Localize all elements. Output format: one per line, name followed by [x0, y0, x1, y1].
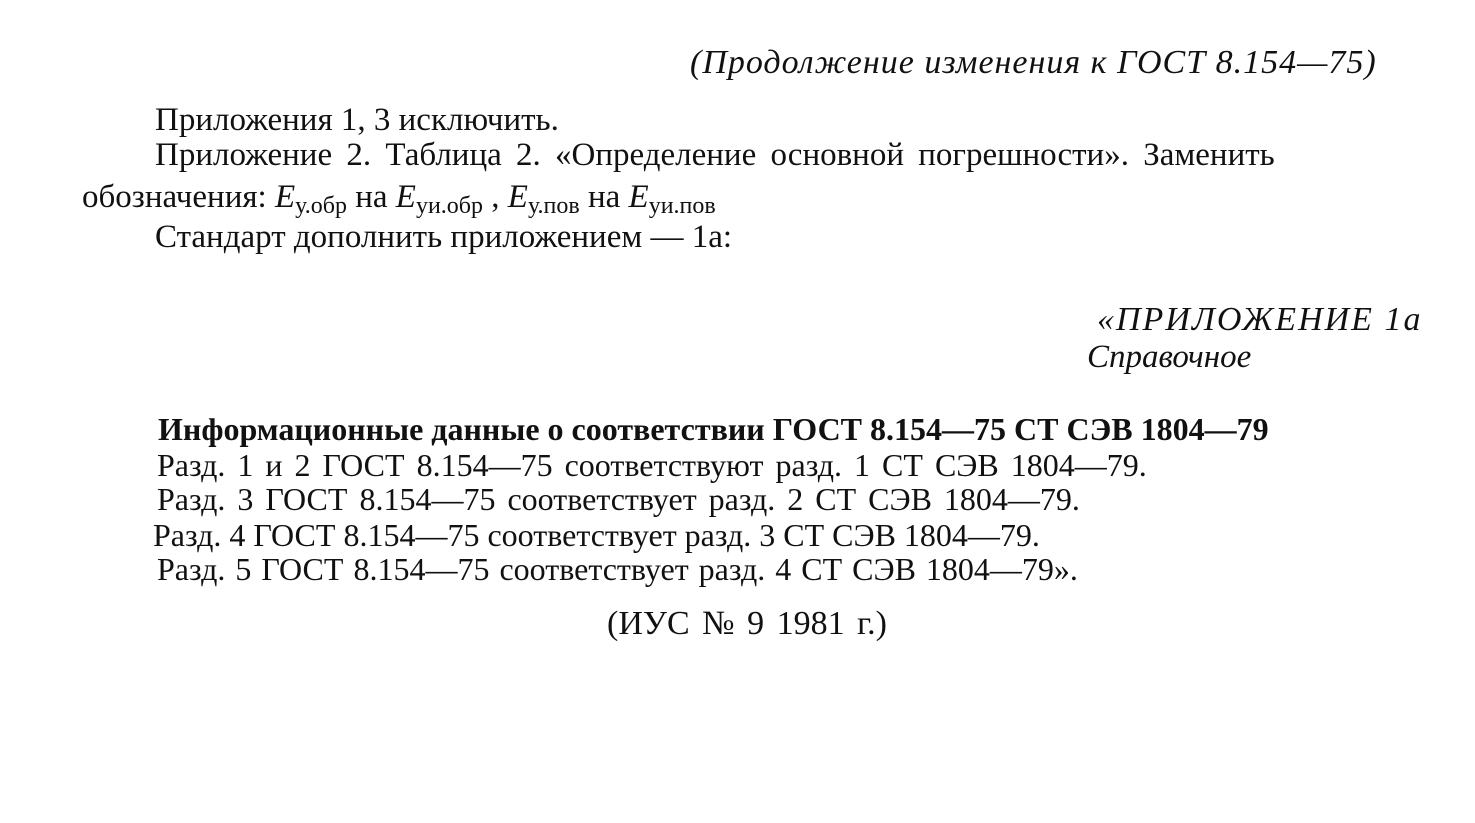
symbols-prefix: обозначения:: [82, 179, 267, 215]
continuation-header: (Продолжение изменения к ГОСТ 8.154—75): [690, 44, 1377, 81]
info-row-3: Разд. 4 ГОСТ 8.154—75 соответствует разд. 3 СТ СЭВ 1804—79.: [153, 517, 1040, 553]
appendix-title: «ПРИЛОЖЕНИЕ 1а: [1097, 301, 1423, 338]
text-line-appendix-2: Приложение 2. Таблица 2. «Определение основной погрешности». Заменить: [155, 137, 1275, 173]
comma: ,: [491, 179, 500, 215]
info-row-2: Разд. 3 ГОСТ 8.154—75 соответствует разд. 2 СТ СЭВ 1804—79.: [157, 481, 1080, 517]
symbol-e-y-pov: $E_{у.пов}$: [507, 179, 580, 219]
symbol-e-yi-pov: $E_{уи.пов}$: [628, 179, 716, 219]
symbol-e-yi-obr: $E_{уи.обр}$: [395, 179, 484, 219]
word-na-1: на: [355, 179, 388, 215]
appendix-subtitle: Справочное: [1087, 339, 1252, 375]
text-line-add-appendix: Стандарт дополнить приложением — 1а:: [155, 219, 733, 255]
ius-reference: (ИУС № 9 1981 г.): [607, 605, 887, 642]
info-row-1: Разд. 1 и 2 ГОСТ 8.154—75 соответствуют разд. 1 СТ СЭВ 1804—79.: [157, 447, 1147, 483]
info-row-4: Разд. 5 ГОСТ 8.154—75 соответствует разд. 4 СТ СЭВ 1804—79».: [157, 551, 1078, 587]
info-heading: Информационные данные о соответствии ГОСТ 8.154—75 СТ СЭВ 1804—79: [158, 411, 1269, 447]
symbol-e-y-obr: $E_{у.обр}$: [274, 179, 347, 219]
text-line-exclude-appendices: Приложения 1, 3 исключить.: [155, 102, 559, 138]
word-na-2: на: [587, 179, 621, 215]
